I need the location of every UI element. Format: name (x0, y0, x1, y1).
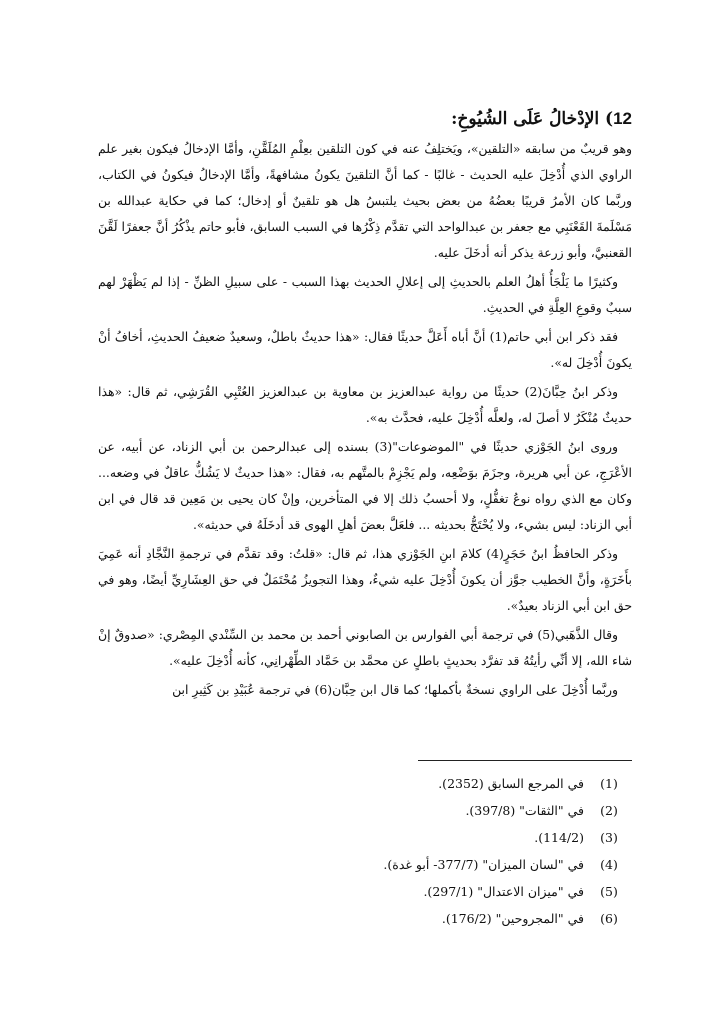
footnote-number: (4) (600, 857, 618, 872)
footnote-text: في "ميزان الاعتدال" (297/1). (423, 884, 584, 899)
footnote-text: في "لسان الميزان" (377/7- أبو غدة). (383, 857, 584, 872)
paragraph-1: وهو قريبٌ من سابقه «التلقين»، ويَختلِفُ عنه في كون التلقين بعِلْمِ المُلَقَّنِ، وأمَّا الإدخالُ فيكون بغير علم الراوي الذي أُدْخِلَ عليه الحديث - غالبًا - كما أنَّ التلقينَ يكونُ مشافهةً، وأمَّا الإدخالُ فيكونُ في الكتاب، وربَّما كان الأمرُ قريبًا بعضُهُ من بعض بحيث يلتبسُ هل هو تلقينٌ أو إدخال؛ كما في حكاية عبدالله بن مَسْلَمةَ القَعْنَبِي مع جعفر بن عبدالواحد التي تقدَّم ذِكْرُها في السبب السابق، فأبو حاتم يذْكُرُ أنَّ جعفرًا لَقَّنَ القعنبيَّ، وأبو زرعة يذكر أنه أدخَلَ عليه. (98, 141, 632, 260)
footnotes-list (232, 770, 632, 932)
footnote-item (232, 851, 632, 878)
footnote-number: (1) (600, 776, 618, 791)
section-heading (98, 104, 632, 134)
footnote-item (232, 770, 632, 797)
footnote-item (232, 824, 632, 851)
paragraph-7: وقال الذَّهَبي(5) في ترجمة أبي الفوارس بن الصابوني أحمد بن محمد بن السِّنْدي المِصْري: «صدوقٌ إنْ شاء الله، إلا أنِّي رأيتُهُ قد تفرَّد بحديثٍ باطلٍ عن محمَّد بن حَمَّاد الطِّهْرانِي، كأنه أُدْخِلَ عليه». (98, 627, 632, 668)
paragraph-3: فقد ذكر ابن أبي حاتم(1) أنَّ أباه أَعَلَّ حديثًا فقال: «هذا حديثٌ باطلٌ، وسعيدٌ ضعيفُ الحديثِ، أخافُ أنْ يكونَ أُدْخِلَ له». (98, 329, 632, 370)
section-number: 12 (613, 109, 632, 128)
footnote-text: في المرجع السابق (2352). (438, 776, 584, 791)
footnote-text: (114/2). (534, 830, 584, 845)
footnote-number: (6) (600, 911, 618, 926)
footnote-separator (418, 760, 632, 761)
paragraph-4: وذكر ابنُ حِبَّانَ(2) حديثًا من رواية عبدالعزيز بن معاوية بن عبدالعزيز العُتْبِي القُرَشِي، ثم قال: «هذا حديثٌ مُنْكَرٌ لا أصلَ له، ولعلَّه أُدْخِلَ عليه، فحدَّث به». (98, 384, 632, 425)
footnote-text: في "الثقات" (397/8). (465, 803, 584, 818)
paragraph-6: وذكر الحافظُ ابنُ حَجَرٍ(4) كلامَ ابنِ الجَوْزي هذا، ثم قال: «قلتُ: وقد تقدَّم في ترجمةِ النَّجَّادِ أنه عَمِيَ بأَخَرَةٍ، وأنَّ الخطيب جوَّز أن يكونَ أُدْخِلَ عليه شيءٌ، وهذا التجويزُ مُحْتَمَلٌ في حق العِشَارِيِّ أيضًا، وهو في حق ابن أبي الزناد بعيدٌ». (98, 546, 632, 613)
paragraph-8: وربَّما أُدْخِلَ على الراوي نسخةٌ بأكملها؛ كما قال ابن حِبَّان(6) في ترجمة عُبَيْدِ بن كَثِيرِ ابن (172, 682, 618, 697)
paragraph-5: وروى ابنُ الجَوْزي حديثًا في "الموضوعات"(3) بسنده إلى عبدالرحمن بن أبي الزناد، عن أبيه، عن الأعْرَجِ، عن أبي هريرة، وجزَمَ بوَضْعِه، ولم يَجْزِمْ بالمتَّهم به، فقال: «هذا حديثٌ لا يَشُكُّ عاقلٌ في وضعه... وكان مع الذي رواه نوعُ تغفُّلٍ، ولا أحسبُ ذلك إلا في المتأخرين، وإنْ كان يحيى بن مَعِين قد قال في ابن أبي الزناد: ليس بشيء، ولا يُحْتَجُّ بحديثه ... فلعَلَّ بعضَ أهلِ الهوى قد أدخَلَهُ في حديثه». (98, 439, 632, 532)
footnote-item (232, 905, 632, 932)
section-title: ) الإدْخالُ عَلَى الشُيُوخِ: (451, 109, 614, 129)
footnote-item (232, 797, 632, 824)
footnote-number: (3) (600, 830, 618, 845)
footnote-text: في "المجروحين" (176/2). (441, 911, 584, 926)
footnote-number: (5) (600, 884, 618, 899)
paragraph-2: وكثيرًا ما يَلْجَأُ أهلُ العلم بالحديثِ إلى إعلالِ الحديث بهذا السبب - على سبيلِ الظنِّ - إذا لم يَظْهَرْ لهم سببٌ وقوعِ العِلَّةِ في الحديثِ. (98, 274, 632, 315)
footnote-item (232, 878, 632, 905)
main-text (98, 104, 632, 706)
footnote-number: (2) (600, 803, 618, 818)
